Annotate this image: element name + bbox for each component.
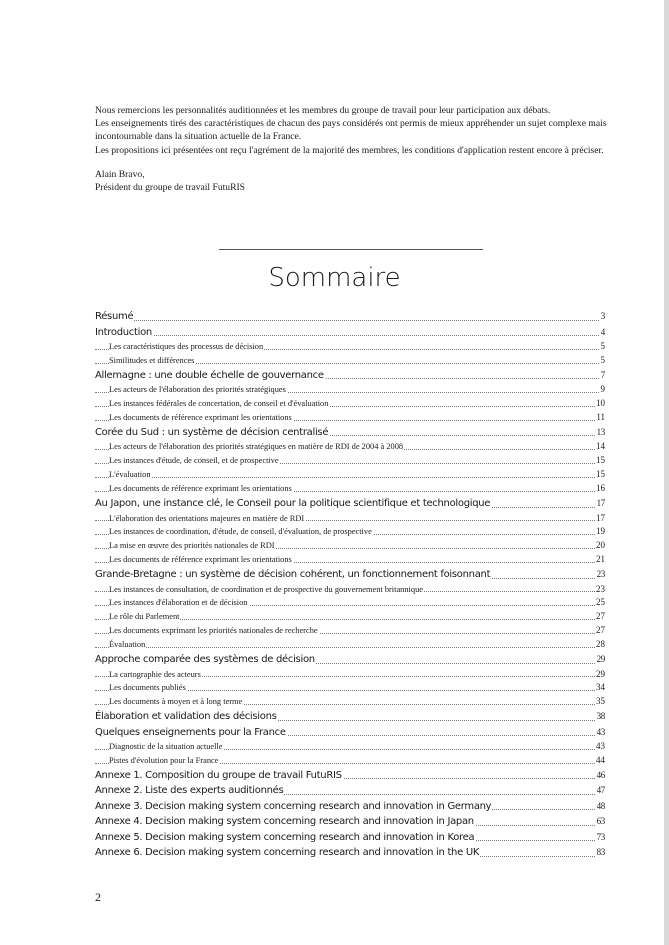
toc-entry[interactable] <box>95 799 605 815</box>
signature-role: Président du groupe de travail FutuRIS <box>95 182 246 194</box>
toc-page-number: 27 <box>595 610 605 624</box>
toc-entry[interactable] <box>95 496 605 512</box>
toc-subentry[interactable] <box>95 383 605 397</box>
toc-title: Sommaire <box>268 263 401 293</box>
toc-page-number: 5 <box>600 340 606 354</box>
toc-entry-title: Les caractéristiques des processus de décision <box>109 342 264 351</box>
toc-entry-title: Annexe 2. Liste des experts auditionnés <box>95 785 284 797</box>
toc-page-number: 47 <box>596 783 605 799</box>
toc-page-number: 5 <box>600 354 606 368</box>
toc-page-number: 23 <box>596 567 605 583</box>
toc-subentry[interactable] <box>95 681 605 695</box>
toc-page-number: 23 <box>595 583 605 597</box>
toc-page-number: 73 <box>596 830 605 846</box>
toc-page-number: 83 <box>596 845 605 861</box>
toc-entry-title: Diagnostic de la situation actuelle <box>109 742 223 752</box>
toc-entry-title: Élaboration et validation des décisions <box>95 711 277 723</box>
toc-entry-title: Les instances fédérales de concertation, de conseil et d'évaluation <box>109 399 329 409</box>
toc-subentry[interactable] <box>95 668 605 682</box>
toc-entry-title: Au Japon, une instance clé, le Conseil pour la politique scientifique et technologique <box>95 498 491 510</box>
toc-entry-title: Les documents de référence exprimant les orientations <box>109 413 292 423</box>
toc-page-number: 7 <box>600 368 605 384</box>
toc-entry-title: Grande-Bretagne : un système de décision cohérent, un fonctionnement foisonnant <box>95 569 491 581</box>
toc-entry[interactable] <box>95 814 605 830</box>
toc-page-number: 9 <box>600 383 606 397</box>
toc-page-number: 63 <box>596 814 605 830</box>
toc-page-number: 28 <box>595 638 605 652</box>
toc-entry-title: Évaluation <box>109 640 146 650</box>
toc-entry-title: Annexe 3. Decision making system concerning research and innovation in Germany <box>95 800 492 812</box>
toc-entry[interactable] <box>95 652 605 668</box>
page-edge <box>664 0 669 945</box>
intro-paragraph: Les propositions ici présentées ont reçu l'agrément de la majorité des membres, les conditions d'application restent encore à préciser. <box>95 144 604 156</box>
toc-page-number: 20 <box>595 539 605 553</box>
toc-page-number: 17 <box>596 496 605 512</box>
toc-entry-title: Les acteurs de l'élaboration des priorités stratégiques <box>109 385 286 395</box>
toc-page-number: 25 <box>595 596 605 610</box>
toc-page-number: 4 <box>600 325 605 341</box>
intro-paragraph: Nous remercions les personnalités auditionnées et les membres du groupe de travail pour leur participation aux débats. <box>95 105 551 116</box>
toc-page-number: 38 <box>596 709 605 725</box>
toc-entry[interactable] <box>95 830 605 846</box>
toc-entry[interactable] <box>95 768 605 784</box>
toc-subentry[interactable] <box>95 354 605 368</box>
toc-entry[interactable] <box>95 368 605 384</box>
toc-entry[interactable] <box>95 325 605 341</box>
toc-entry-title: Les documents à moyen et à long terme <box>109 697 243 707</box>
toc-leader-dots <box>95 335 605 336</box>
toc-subentry[interactable] <box>95 624 605 638</box>
toc-entry-title: Les documents exprimant les priorités nationales de recherche <box>109 626 318 636</box>
toc-entry-title: Introduction <box>95 326 152 338</box>
toc-entry[interactable] <box>95 309 605 325</box>
toc-entry-title: Quelques enseignements pour la France <box>95 726 286 738</box>
toc-entry-title: L'élaboration des orientations majeures en matière de RDI <box>109 513 305 523</box>
toc-entry-title: La mise en œuvre des priorités nationales de RDI <box>109 541 275 551</box>
toc-subentry[interactable] <box>95 695 605 709</box>
toc-entry[interactable] <box>95 783 605 799</box>
toc-subentry[interactable] <box>95 525 605 539</box>
toc-page-number: 21 <box>595 553 605 567</box>
toc-subentry[interactable] <box>95 512 605 526</box>
signature-name: Alain Bravo, <box>95 168 145 180</box>
toc-entry[interactable] <box>95 709 605 725</box>
page-number: 2 <box>95 890 101 904</box>
toc-page-number: 43 <box>596 725 605 741</box>
toc-page-number: 17 <box>595 512 605 526</box>
toc-subentry[interactable] <box>95 454 605 468</box>
toc-entry-title: Corée du Sud : un système de décision centralisé <box>95 426 329 438</box>
toc-page-number: 15 <box>595 454 605 468</box>
toc-page-number: 46 <box>596 768 605 784</box>
toc-entry-title: Annexe 5. Decision making system concerning research and innovation in Korea <box>95 831 475 843</box>
toc-entry-title: Annexe 1. Composition du groupe de travail FutuRIS <box>95 769 342 781</box>
toc-entry-title: Les documents publiés <box>109 683 186 693</box>
toc-page-number: 48 <box>596 799 605 815</box>
toc-entry-title: Annexe 6. Decision making system concerning research and innovation in the UK <box>95 847 480 859</box>
toc-page-number: 14 <box>595 440 605 454</box>
toc-leader-dots <box>95 477 605 478</box>
toc-subentry[interactable] <box>95 583 605 597</box>
toc-subentry[interactable] <box>95 754 605 768</box>
toc-leader-dots <box>95 320 605 321</box>
toc-subentry[interactable] <box>95 596 605 610</box>
toc-entry-title: Les instances d'élaboration et de décision <box>109 598 248 608</box>
toc-page-number: 3 <box>600 309 605 325</box>
toc-leader-dots <box>95 647 605 648</box>
toc-page-number: 19 <box>595 525 605 539</box>
toc-entry-title: Les instances de coordination, d'étude, de conseil, d'évaluation, de prospective <box>109 527 372 537</box>
toc-subentry[interactable] <box>95 440 605 454</box>
toc-subentry[interactable] <box>95 482 605 496</box>
toc-page-number: 34 <box>595 681 605 695</box>
separator-rule <box>219 249 483 250</box>
toc-entry-title: Annexe 4. Decision making system concerning research and innovation in Japan <box>95 816 474 828</box>
toc-entry[interactable] <box>95 845 605 861</box>
toc-entry-title: Les documents de référence exprimant les orientations <box>109 484 292 494</box>
toc-entry-title: Résumé <box>95 311 134 322</box>
toc-page-number: 15 <box>595 468 605 482</box>
toc-page-number: 29 <box>595 668 605 682</box>
toc-entry-title: Les instances d'étude, de conseil, et de prospective <box>109 456 279 466</box>
toc-page-number: 11 <box>595 411 605 425</box>
toc-entry-title: Allemagne : une double échelle de gouvernance <box>95 369 324 381</box>
toc-subentry[interactable] <box>95 740 605 754</box>
toc-entry[interactable] <box>95 567 605 583</box>
toc-subentry[interactable] <box>95 610 605 624</box>
toc-entry-title: L'évaluation <box>109 470 151 480</box>
toc-page-number: 13 <box>596 425 605 441</box>
toc-subentry[interactable] <box>95 468 605 482</box>
toc-subentry[interactable] <box>95 340 605 354</box>
toc-subentry[interactable] <box>95 553 605 567</box>
toc-entry-title: Pistes d'évolution pour la France <box>109 756 219 766</box>
toc-page-number: 35 <box>595 695 605 709</box>
toc-page-number: 44 <box>595 754 605 768</box>
toc-subentry[interactable] <box>95 411 605 425</box>
toc-entry-title: Le rôle du Parlement <box>109 612 180 622</box>
toc-entry-title: Les documents de référence exprimant les orientations <box>109 555 292 565</box>
toc-subentry[interactable] <box>95 539 605 553</box>
toc-page-number: 27 <box>595 624 605 638</box>
intro-paragraph: Les enseignements tirés des caractéristiques de chacun des pays considérés ont permis de mieux appréhender un sujet complexe mais incontournable dans la situation actuelle de la France. <box>95 118 607 143</box>
toc-entry-title: Les instances de consultation, de coordination et de prospective du gouvernement britannique <box>109 584 423 594</box>
toc-page-number: 10 <box>595 397 605 411</box>
toc-entry-title: Les acteurs de l'élaboration des priorités stratégiques en matière de RDI de 2004 à 2008 <box>109 442 404 452</box>
toc-page-number: 29 <box>596 652 605 668</box>
toc-subentry[interactable] <box>95 397 605 411</box>
table-of-contents <box>95 309 605 861</box>
intro-text <box>95 104 615 194</box>
toc-entry[interactable] <box>95 725 605 741</box>
toc-entry-title: La cartographie des acteurs <box>109 669 201 679</box>
toc-page-number: 16 <box>595 482 605 496</box>
toc-entry[interactable] <box>95 425 605 441</box>
toc-subentry[interactable] <box>95 638 605 652</box>
toc-entry-title: Approche comparée des systèmes de décision <box>95 654 315 666</box>
toc-page-number: 43 <box>595 740 605 754</box>
toc-entry-title: Similitudes et différences <box>109 355 195 365</box>
